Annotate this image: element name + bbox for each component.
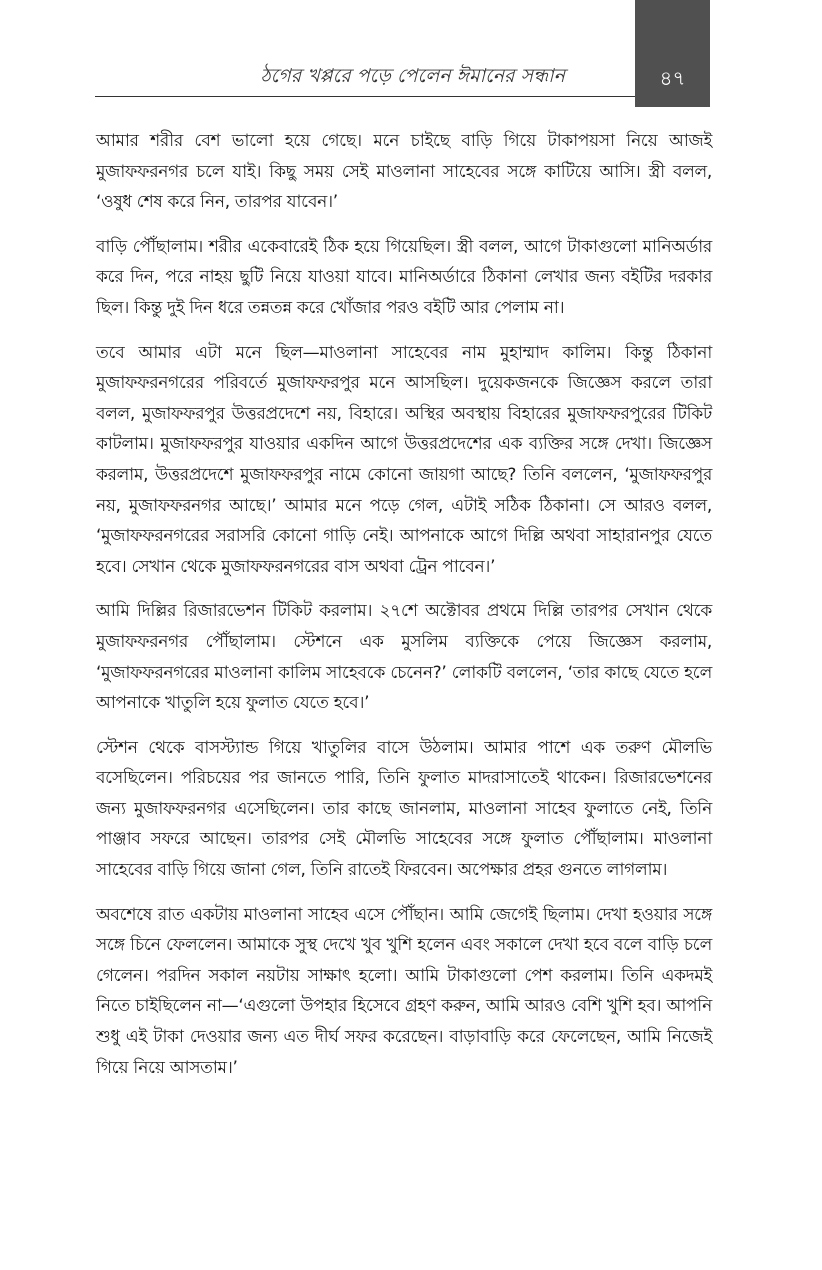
paragraph: আমার শরীর বেশ ভালো হয়ে গেছে। মনে চাইছে বাড়ি গিয়ে টাকাপয়সা নিয়ে আজই মুজাফফরনগর চলে যাই। কিছু সময় সেই মাওলানা সাহেবের সঙ্গে কাটিয়ে আসি। স্ত্রী বলল, ‘ওষুধ শেষ করে নিন, তারপর যাবেন।’ — [96, 131, 712, 213]
paragraph: আমি দিল্লির রিজারভেশন টিকিট করলাম। ২৭শে অক্টোবর প্রথমে দিল্লি তারপর সেখান থেকে মুজাফফরনগর পৌঁছালাম। স্টেশনে এক মুসলিম ব্যক্তিকে পেয়ে জিজ্ঞেস করলাম, ‘মুজাফফরনগরের মাওলানা কালিম সাহেবকে চেনেন?’ লোকটি বললেন, ‘তার কাছে যেতে হলে আপনাকে খাতুলি হয়ে ফুলাত যেতে হবে।’ — [96, 601, 712, 714]
paragraph: তবে আমার এটা মনে ছিল—মাওলানা সাহেবের নাম মুহাম্মাদ কালিম। কিন্তু ঠিকানা মুজাফফরনগরের পরিবর্তে মুজাফফরপুর মনে আসছিল। দুয়েকজনকে জিজ্ঞেস করলে তারা বলল, মুজাফফরপুর উত্তরপ্রদেশে নয়, বিহারে। অস্থির অবস্থায় বিহারের মুজাফফরপুরের টিকিট কাটলাম। মুজাফফরপুর যাওয়ার একদিন আগে উত্তরপ্রদেশের এক ব্যক্তির সঙ্গে দেখা। জিজ্ঞেস করলাম, উত্তরপ্রদেশে মুজাফফরপুর নামে কোনো জায়গা আছে? তিনি বললেন, ‘মুজাফফরপুর নয়, মুজাফফরনগর আছে।’ আমার মনে পড়ে গেল, এটাই সঠিক ঠিকানা। সে আরও বলল, ‘মুজাফফরনগরের সরাসরি কোনো গাড়ি নেই। আপনাকে আগে দিল্লি অথবা সাহারানপুর যেতে হবে। সেখান থেকে মুজাফফরনগরের বাস অথবা ট্রেন পাবেন।’ — [96, 342, 712, 577]
paragraph: স্টেশন থেকে বাসস্ট্যান্ড গিয়ে খাতুলির বাসে উঠলাম। আমার পাশে এক তরুণ মৌলভি বসেছিলেন। পরিচয়ের পর জানতে পারি, তিনি ফুলাত মাদরাসাতেই থাকেন। রিজারভেশনের জন্য মুজাফফরনগর এসেছিলেন। তার কাছে জানলাম, মাওলানা সাহেব ফুলাতে নেই, তিনি পাঞ্জাব সফরে আছেন। তারপর সেই মৌলভি সাহেবের সঙ্গে ফুলাত পৌঁছালাম। মাওলানা সাহেবের বাড়ি গিয়ে জানা গেল, তিনি রাতেই ফিরবেন। অপেক্ষার প্রহর গুনতে লাগলাম। — [96, 737, 712, 881]
page-number-tab — [635, 0, 710, 107]
body-text — [96, 126, 712, 1097]
running-title: ঠগের খপ্পরে পড়ে পেলেন ঈমানের সন্ধান — [260, 65, 565, 87]
paragraph: অবশেষে রাত একটায় মাওলানা সাহেব এসে পৌঁছান। আমি জেগেই ছিলাম। দেখা হওয়ার সঙ্গে সঙ্গে চিনে ফেললেন। আমাকে সুস্থ দেখে খুব খুশি হলেন এবং সকালে দেখা হবে বলে বাড়ি চলে গেলেন। পরদিন সকাল নয়টায় সাক্ষাৎ হলো। আমি টাকাগুলো পেশ করলাম। তিনি একদমই নিতে চাইছিলেন না—‘এগুলো উপহার হিসেবে গ্রহণ করুন, আমি আরও বেশি খুশি হব। আপনি শুধু এই টাকা দেওয়ার জন্য এত দীর্ঘ সফর করেছেন। বাড়াবাড়ি করে ফেলেছেন, আমি নিজেই গিয়ে নিয়ে আসতাম।’ — [96, 904, 712, 1078]
paragraph: বাড়ি পৌঁছালাম। শরীর একেবারেই ঠিক হয়ে গিয়েছিল। স্ত্রী বলল, আগে টাকাগুলো মানিঅর্ডার করে দিন, পরে নাহয় ছুটি নিয়ে যাওয়া যাবে। মানিঅর্ডারে ঠিকানা লেখার জন্য বইটির দরকার ছিল। কিন্তু দুই দিন ধরে তন্নতন্ন করে খোঁজার পরও বইটি আর পেলাম না। — [96, 236, 712, 318]
header-rule — [95, 96, 635, 97]
page-number: ৪৭ — [659, 66, 686, 90]
